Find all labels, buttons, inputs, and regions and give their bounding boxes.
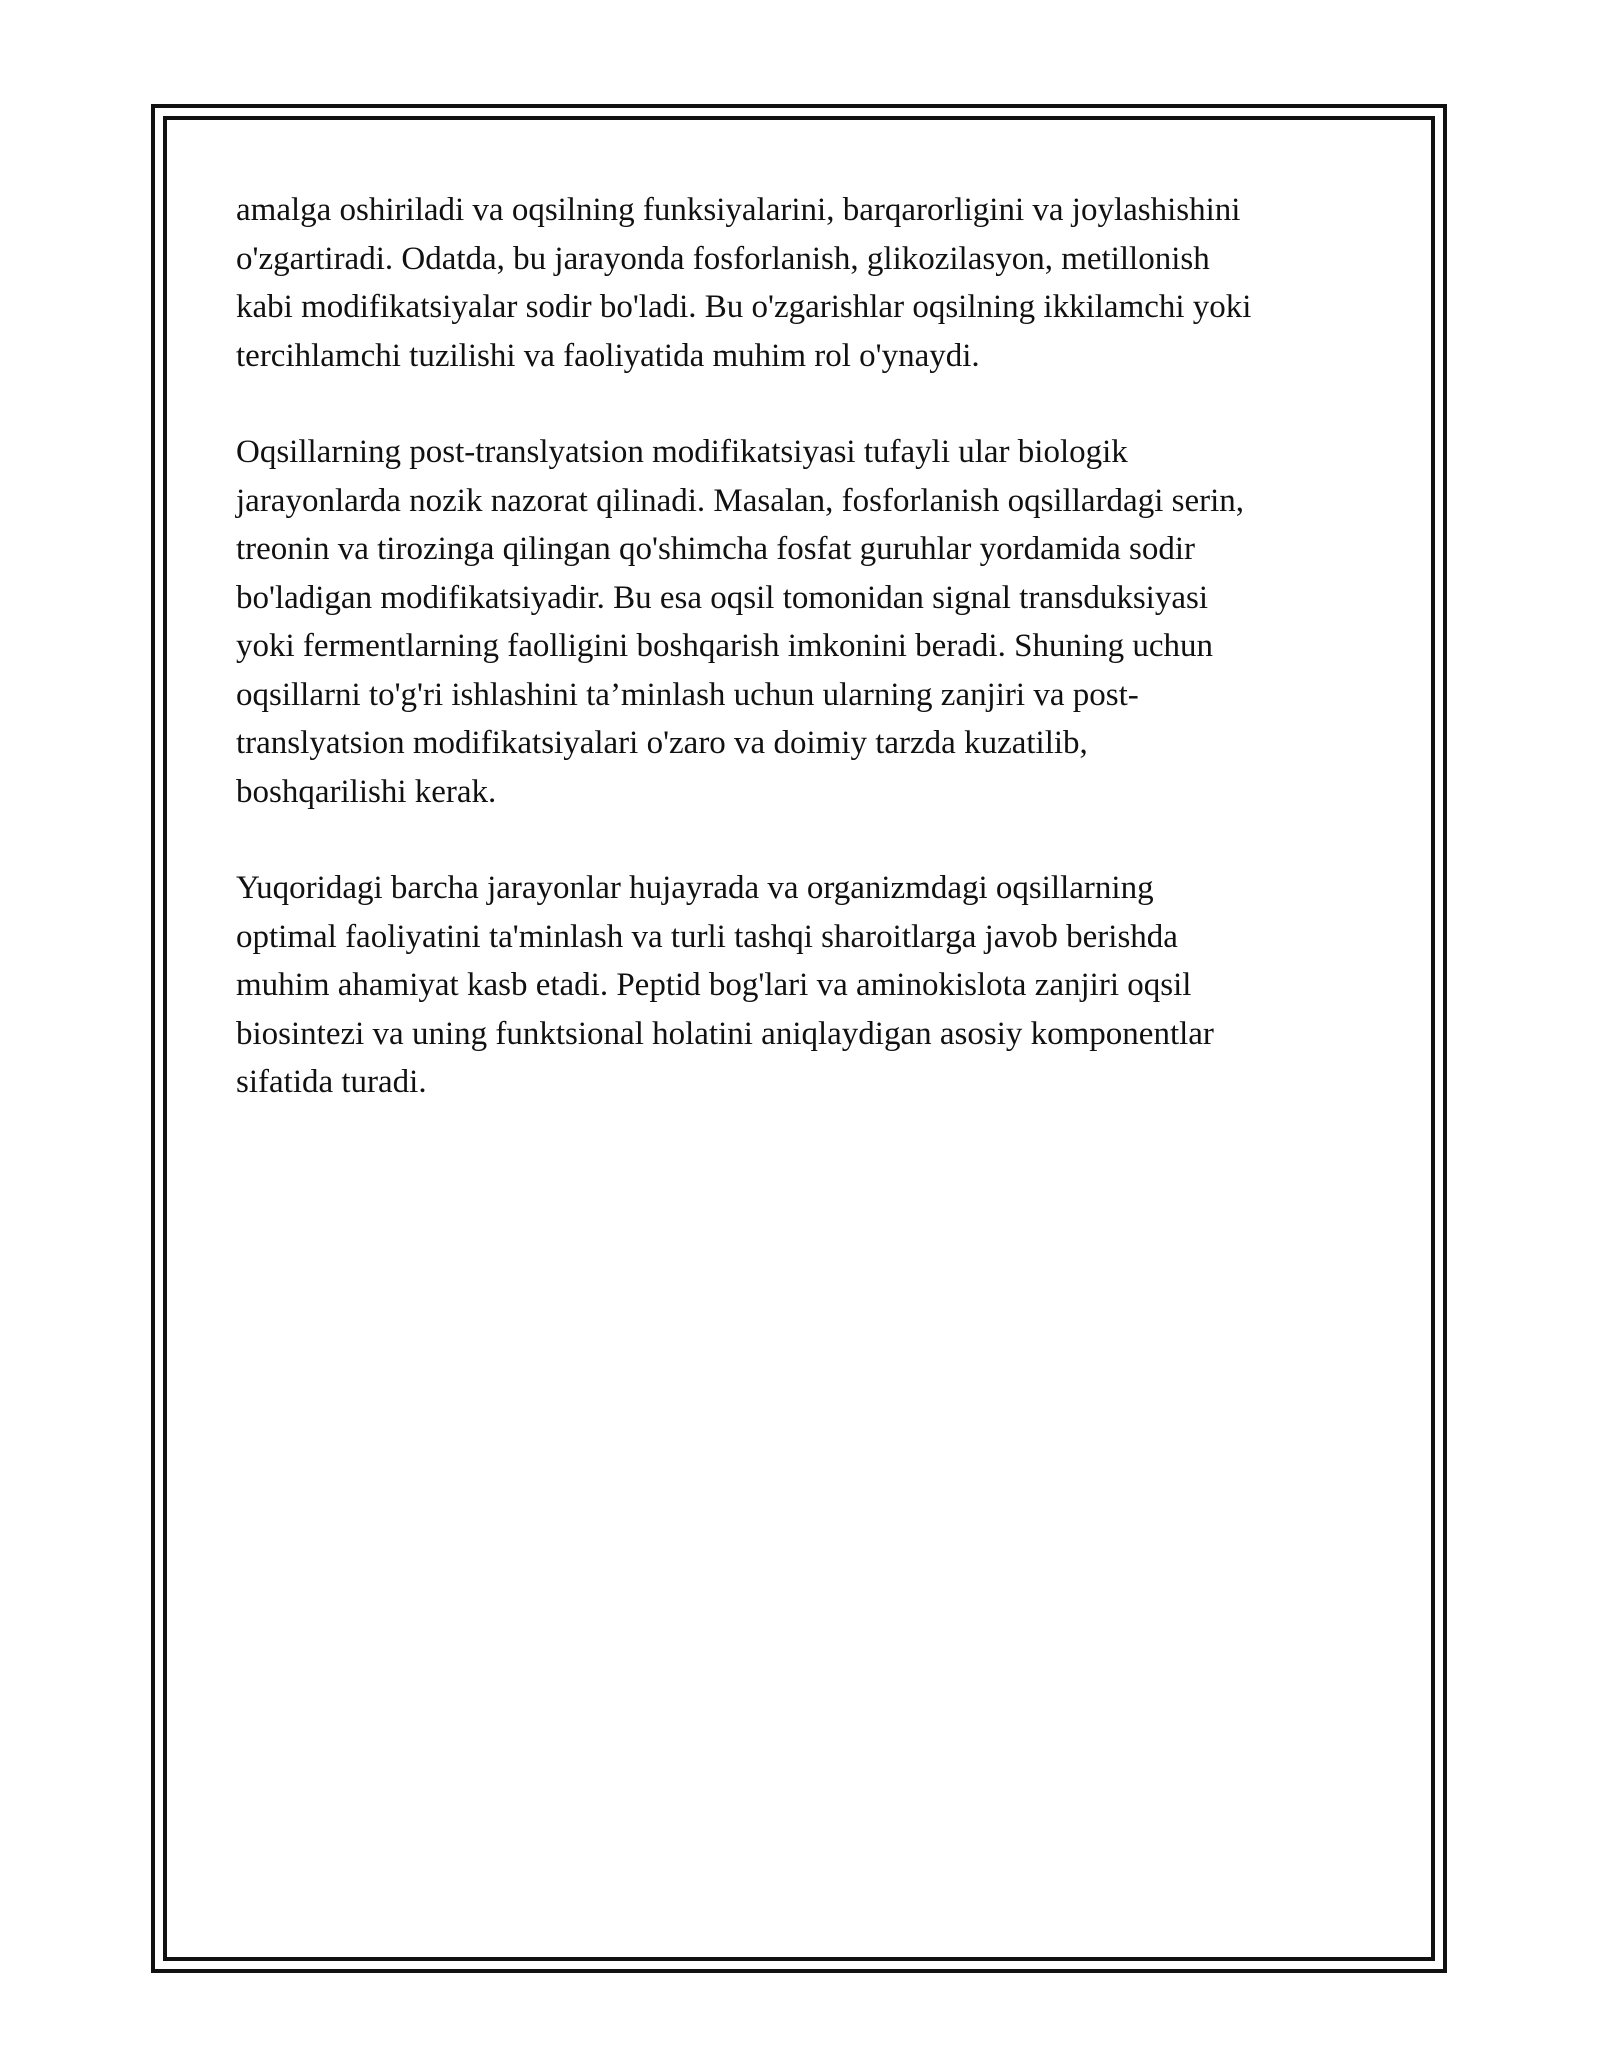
text-line: o'zgartiradi. Odatda, bu jarayonda fosforlanish, glikozilasyon, metillonish <box>236 240 1210 277</box>
document-body <box>236 186 1376 1155</box>
paragraph-1 <box>236 186 1376 380</box>
paragraph-2 <box>236 428 1376 816</box>
text-line: treonin va tirozinga qilingan qo'shimcha fosfat guruhlar yordamida sodir <box>236 531 1196 567</box>
text-line: Oqsillarning post-translyatsion modifikatsiyasi tufayli ular biologik <box>236 434 1128 470</box>
text-line: jarayonlarda nozik nazorat qilinadi. Masalan, fosforlanish oqsillardagi serin, <box>236 482 1245 519</box>
text-line: kabi modifikatsiyalar sodir bo'ladi. Bu o'zgarishlar oqsilning ikkilamchi yoki <box>236 289 1252 325</box>
text-line: oqsillarni to'g'ri ishlashini ta’minlash uchun ularning zanjiri va post- <box>236 676 1139 713</box>
text-line: yoki fermentlarning faolligini boshqarish imkonini beradi. Shuning uchun <box>236 628 1214 664</box>
text-line: translyatsion modifikatsiyalari o'zaro va doimiy tarzda kuzatilib, <box>236 725 1088 761</box>
text-line: optimal faoliyatini ta'minlash va turli tashqi sharoitlarga javob berishda <box>236 918 1178 955</box>
text-line: boshqarilishi kerak. <box>236 773 497 810</box>
text-line: muhim ahamiyat kasb etadi. Peptid bog'lari va aminokislota zanjiri oqsil <box>236 967 1192 1003</box>
text-line: Yuqoridagi barcha jarayonlar hujayrada va organizmdagi oqsillarning <box>236 870 1154 906</box>
text-line: sifatida turadi. <box>236 1064 427 1100</box>
text-line: bo'ladigan modifikatsiyadir. Bu esa oqsil tomonidan signal transduksiyasi <box>236 579 1209 616</box>
text-line: biosintezi va uning funktsional holatini aniqlaydigan asosiy komponentlar <box>236 1015 1214 1052</box>
text-line: amalga oshiriladi va oqsilning funksiyalarini, barqarorligini va joylashishini <box>236 192 1241 228</box>
text-line: tercihlamchi tuzilishi va faoliyatida muhim rol o'ynaydi. <box>236 337 980 374</box>
paragraph-3 <box>236 864 1376 1107</box>
